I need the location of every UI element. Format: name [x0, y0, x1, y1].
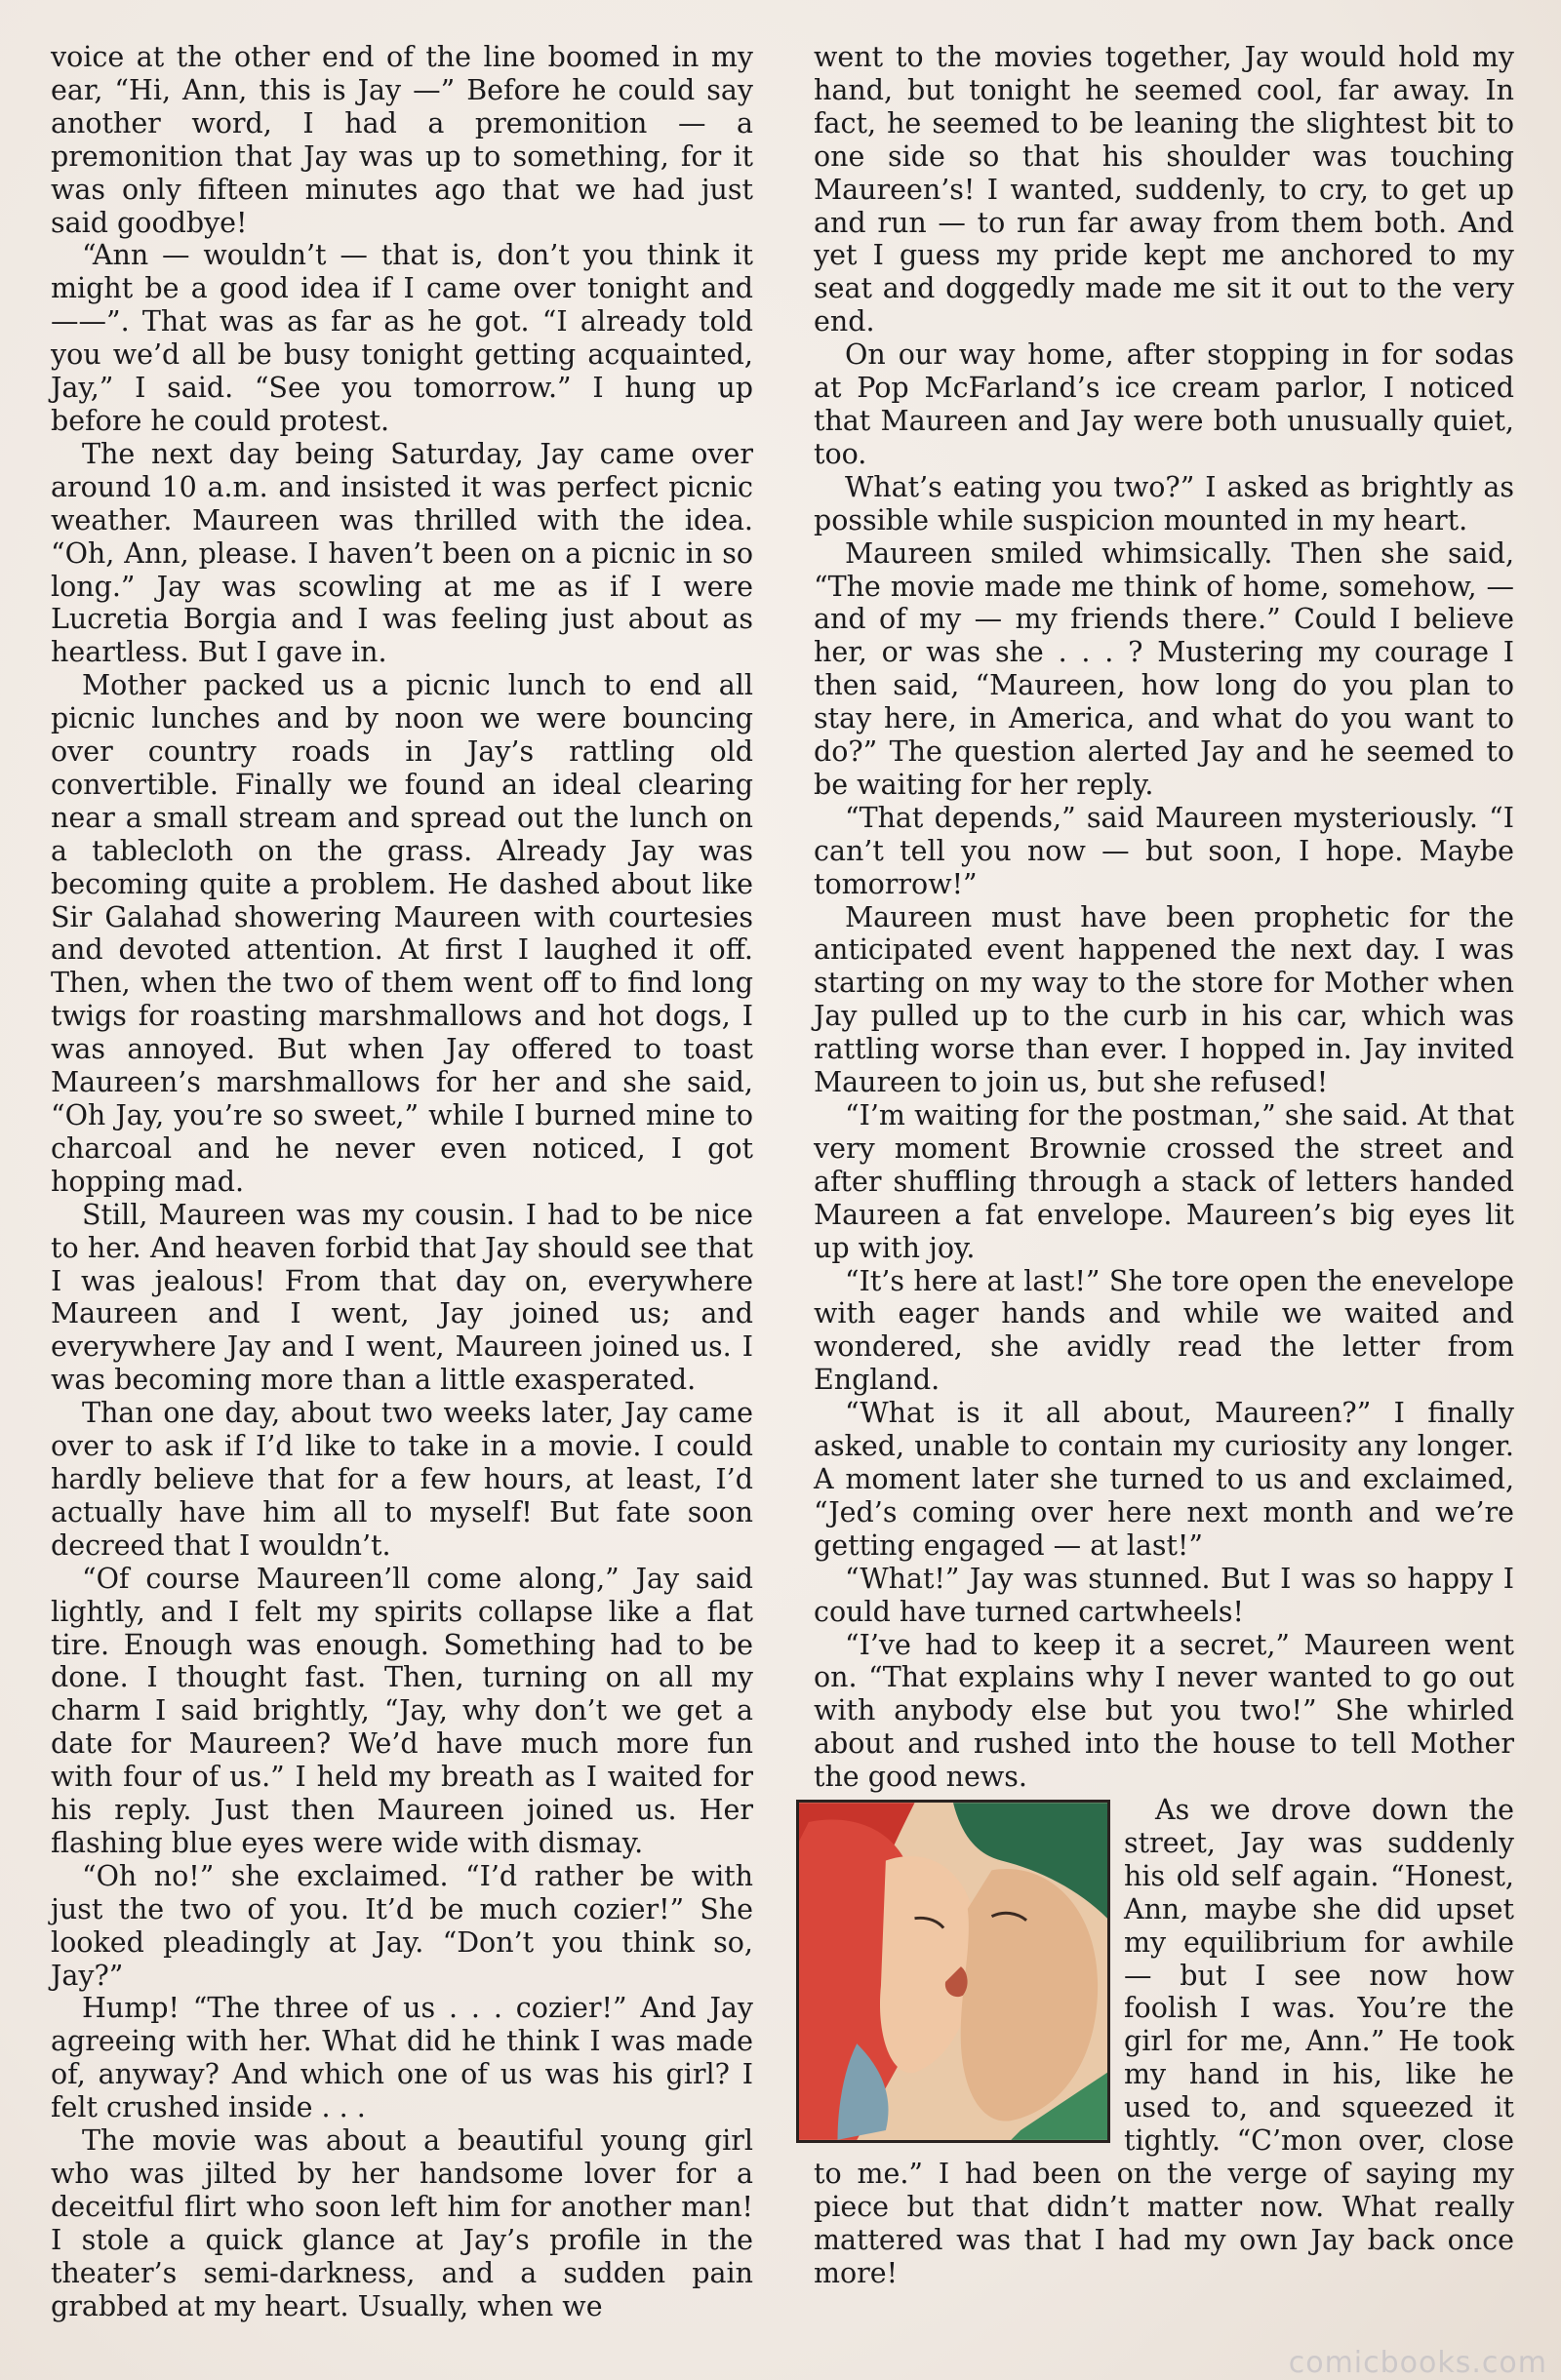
- site-watermark: comicbooks.com: [1288, 2346, 1547, 2380]
- paragraph: Still, Maureen was my cousin. I had to be nice to her. And heaven forbid that Jay should see that I was jealous! From that day on, everywhere Maureen and I went, Jay joined us; and everywhere Jay and I went, Maureen joined us. I was becoming more than a little exasperated.: [51, 1198, 753, 1397]
- paragraph: The movie was about a beautiful young girl who was jilted by her handsome lover for a deceitful flirt who soon left him for another man! I stole a quick glance at Jay’s profile in the theater’s semi-darkness, and a sudden pain grabbed at my heart. Usually, when we: [51, 2124, 753, 2322]
- paragraph: “Ann — wouldn’t — that is, don’t you think it might be a good idea if I came over tonight and ——”. That was as far as he got. “I already told you we’d all be busy tonight getting acquainted, Jay,” I said. “See you tomorrow.” I hung up before he could protest.: [51, 239, 753, 437]
- paragraph: On our way home, after stopping in for sodas at Pop McFarland’s ice cream parlor, I noticed that Maureen and Jay were both unusually quiet, too.: [814, 338, 1514, 470]
- paragraph: “I’ve had to keep it a secret,” Maureen went on. “That explains why I never wanted to go out with anybody else but you two!” She whirled about and rushed into the house to tell Mother the good news.: [814, 1628, 1514, 1794]
- kiss-illustration: [799, 1803, 1107, 2140]
- paragraph: went to the movies together, Jay would hold my hand, but tonight he seemed cool, far away. In fact, he seemed to be leaning the slightest bit to one side so that his shoulder was touching Maureen’s! I wanted, suddenly, to cry, to get up and run — to run far away from them both. And yet I guess my pride kept me anchored to my seat and doggedly made me sit it out to the very end.: [814, 41, 1514, 338]
- paragraph: “Of course Maureen’ll come along,” Jay said lightly, and I felt my spirits collapse like a flat tire. Enough was enough. Something had to be done. I thought fast. Then, turning on all my charm I said brightly, “Jay, why don’t we get a date for Maureen? We’d have much more fun with four of us.” I held my breath as I waited for his reply. Just then Maureen joined us. Her flashing blue eyes were wide with dismay.: [51, 1562, 753, 1859]
- paragraph: What’s eating you two?” I asked as brightly as possible while suspicion mounted in my heart.: [814, 470, 1514, 536]
- paragraph: Than one day, about two weeks later, Jay came over to ask if I’d like to take in a movie. I could hardly believe that for a few hours, at least, I’d actually have him all to myself! But fate soon decreed that I wouldn’t.: [51, 1397, 753, 1562]
- right-text-column: [814, 41, 1514, 2290]
- paragraph: Maureen must have been prophetic for the anticipated event happened the next day. I was starting on my way to the store for Mother when Jay pulled up to the curb in his car, which was rattling worse than ever. I hopped in. Jay invited Maureen to join us, but she refused!: [814, 900, 1514, 1099]
- paragraph: “What!” Jay was stunned. But I was so happy I could have turned cartwheels!: [814, 1562, 1514, 1628]
- paragraph: As we drove down the street, Jay was suddenly his old self again. “Honest, Ann, maybe she did upset my equilibrium for awhile — but I see now how foolish I was. You’re the girl for me, Ann.” He took my hand in his, like he used to, and squeezed it tightly. “C’mon over, close to me.” I had been on the verge of saying my piece but that didn’t matter now. What really mattered was that I had my own Jay back once more!: [814, 1794, 1514, 2289]
- paragraph: “It’s here at last!” She tore open the enevelope with eager hands and while we waited and wondered, she avidly read the letter from England.: [814, 1264, 1514, 1397]
- paragraph: Maureen smiled whimsically. Then she said, “The movie made me think of home, somehow, — and of my — my friends there.” Could I believe her, or was she . . . ? Mustering my courage I then said, “Maureen, how long do you plan to stay here, in America, and what do you want to do?” The question alerted Jay and he seemed to be waiting for her reply.: [814, 536, 1514, 801]
- paragraph: voice at the other end of the line boomed in my ear, “Hi, Ann, this is Jay —” Before he could say another word, I had a premonition — a premonition that Jay was up to something, for it was only fifteen minutes ago that we had just said goodbye!: [51, 41, 753, 239]
- kiss-illustration-panel: [796, 1800, 1110, 2143]
- paragraph: Hump! “The three of us . . . cozier!” And Jay agreeing with her. What did he think I was made of, anyway? And which one of us was his girl? I felt crushed inside . . .: [51, 1992, 753, 2124]
- paragraph: The next day being Saturday, Jay came over around 10 a.m. and insisted it was perfect picnic weather. Maureen was thrilled with the idea. “Oh, Ann, please. I haven’t been on a picnic in so long.” Jay was scowling at me as if I were Lucretia Borgia and I was feeling just about as heartless. But I gave in.: [51, 437, 753, 669]
- left-text-column: [51, 41, 753, 2323]
- paragraph: “I’m waiting for the postman,” she said. At that very moment Brownie crossed the street and after shuffling through a stack of letters handed Maureen a fat envelope. Maureen’s big eyes lit up with joy.: [814, 1099, 1514, 1264]
- paragraph: “Oh no!” she exclaimed. “I’d rather be with just the two of you. It’d be much cozier!” She looked pleadingly at Jay. “Don’t you think so, Jay?”: [51, 1859, 753, 1992]
- paragraph: “That depends,” said Maureen mysteriously. “I can’t tell you now — but soon, I hope. Maybe tomorrow!”: [814, 801, 1514, 900]
- paragraph: “What is it all about, Maureen?” I finally asked, unable to contain my curiosity any longer. A moment later she turned to us and exclaimed, “Jed’s coming over here next month and we’re getting engaged — at last!”: [814, 1397, 1514, 1562]
- paragraph: Mother packed us a picnic lunch to end all picnic lunches and by noon we were bouncing over country roads in Jay’s rattling old convertible. Finally we found an ideal clearing near a small stream and spread out the lunch on a tablecloth on the grass. Already Jay was becoming quite a problem. He dashed about like Sir Galahad showering Maureen with courtesies and devoted attention. At first I laughed it off. Then, when the two of them went off to find long twigs for roasting marshmallows and hot dogs, I was annoyed. But when Jay offered to toast Maureen’s marshmallows for her and she said, “Oh Jay, you’re so sweet,” while I burned mine to charcoal and he never even noticed, I got hopping mad.: [51, 669, 753, 1198]
